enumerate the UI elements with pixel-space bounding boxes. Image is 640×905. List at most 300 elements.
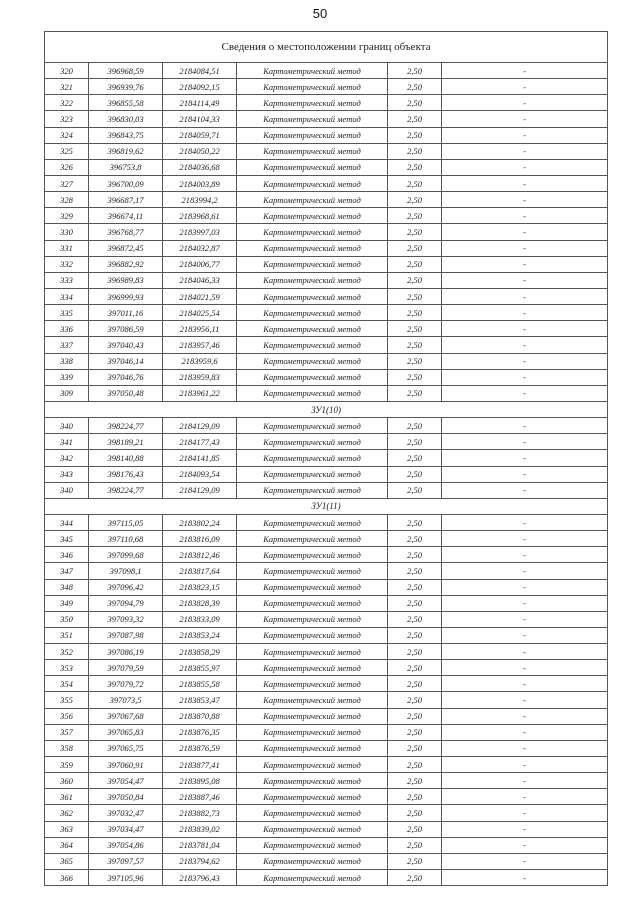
x-coordinate-cell: 397054,86 <box>89 837 163 853</box>
method-cell: Картометрический метод <box>237 321 388 337</box>
method-cell: Картометрический метод <box>237 611 388 627</box>
description-cell: - <box>442 773 608 789</box>
x-coordinate-cell: 397079,72 <box>89 676 163 692</box>
description-cell: - <box>442 159 608 175</box>
table-row <box>45 143 608 159</box>
x-coordinate-cell: 397060,91 <box>89 757 163 773</box>
table-row <box>45 757 608 773</box>
description-cell: - <box>442 757 608 773</box>
accuracy-cell: 2,50 <box>388 563 442 579</box>
x-coordinate-cell: 397097,57 <box>89 853 163 869</box>
method-cell: Картометрический метод <box>237 724 388 740</box>
accuracy-cell: 2,50 <box>388 676 442 692</box>
y-coordinate-cell: 2183994,2 <box>163 192 237 208</box>
y-coordinate-cell: 2184104,33 <box>163 111 237 127</box>
point-number-cell: 339 <box>45 369 89 385</box>
point-number-cell: 363 <box>45 821 89 837</box>
accuracy-cell: 2,50 <box>388 192 442 208</box>
table-title: Сведения о местоположении границ объекта <box>45 32 608 63</box>
accuracy-cell: 2,50 <box>388 63 442 79</box>
page-number: 50 <box>312 6 328 21</box>
x-coordinate-cell: 397087,98 <box>89 627 163 643</box>
accuracy-cell: 2,50 <box>388 208 442 224</box>
method-cell: Картометрический метод <box>237 175 388 191</box>
y-coordinate-cell: 2184129,09 <box>163 482 237 498</box>
point-number-cell: 331 <box>45 240 89 256</box>
description-cell: - <box>442 740 608 756</box>
method-cell: Картометрический метод <box>237 353 388 369</box>
accuracy-cell: 2,50 <box>388 369 442 385</box>
method-cell: Картометрический метод <box>237 305 388 321</box>
method-cell: Картометрический метод <box>237 514 388 530</box>
description-cell: - <box>442 337 608 353</box>
description-cell: - <box>442 853 608 869</box>
point-number-cell: 323 <box>45 111 89 127</box>
description-cell: - <box>442 821 608 837</box>
x-coordinate-cell: 397067,68 <box>89 708 163 724</box>
x-coordinate-cell: 396674,11 <box>89 208 163 224</box>
point-number-cell: 324 <box>45 127 89 143</box>
x-coordinate-cell: 396768,77 <box>89 224 163 240</box>
point-number-cell: 356 <box>45 708 89 724</box>
accuracy-cell: 2,50 <box>388 305 442 321</box>
description-cell: - <box>442 240 608 256</box>
point-number-cell: 349 <box>45 595 89 611</box>
point-number-cell: 357 <box>45 724 89 740</box>
x-coordinate-cell: 396999,93 <box>89 288 163 304</box>
method-cell: Картометрический метод <box>237 627 388 643</box>
x-coordinate-cell: 396968,59 <box>89 63 163 79</box>
description-cell: - <box>442 870 608 886</box>
method-cell: Картометрический метод <box>237 256 388 272</box>
x-coordinate-cell: 396843,75 <box>89 127 163 143</box>
accuracy-cell: 2,50 <box>388 127 442 143</box>
accuracy-cell: 2,50 <box>388 466 442 482</box>
method-cell: Картометрический метод <box>237 288 388 304</box>
point-number-cell: 355 <box>45 692 89 708</box>
y-coordinate-cell: 2183968,61 <box>163 208 237 224</box>
point-number-cell: 330 <box>45 224 89 240</box>
description-cell: - <box>442 175 608 191</box>
point-number-cell: 347 <box>45 563 89 579</box>
accuracy-cell: 2,50 <box>388 159 442 175</box>
x-coordinate-cell: 397099,68 <box>89 547 163 563</box>
table-row <box>45 789 608 805</box>
method-cell: Картометрический метод <box>237 821 388 837</box>
table-row <box>45 482 608 498</box>
method-cell: Картометрический метод <box>237 853 388 869</box>
point-number-cell: 321 <box>45 79 89 95</box>
method-cell: Картометрический метод <box>237 79 388 95</box>
y-coordinate-cell: 2183858,29 <box>163 644 237 660</box>
description-cell: - <box>442 676 608 692</box>
table-row <box>45 644 608 660</box>
description-cell: - <box>442 288 608 304</box>
table-row <box>45 208 608 224</box>
point-number-cell: 353 <box>45 660 89 676</box>
y-coordinate-cell: 2184129,09 <box>163 418 237 434</box>
method-cell: Картометрический метод <box>237 111 388 127</box>
x-coordinate-cell: 397034,47 <box>89 821 163 837</box>
y-coordinate-cell: 2183812,46 <box>163 547 237 563</box>
y-coordinate-cell: 2184092,15 <box>163 79 237 95</box>
description-cell: - <box>442 789 608 805</box>
x-coordinate-cell: 397046,14 <box>89 353 163 369</box>
description-cell: - <box>442 369 608 385</box>
accuracy-cell: 2,50 <box>388 111 442 127</box>
description-cell: - <box>442 418 608 434</box>
accuracy-cell: 2,50 <box>388 418 442 434</box>
table-row <box>45 563 608 579</box>
table-row <box>45 740 608 756</box>
accuracy-cell: 2,50 <box>388 143 442 159</box>
table-row <box>45 676 608 692</box>
method-cell: Картометрический метод <box>237 789 388 805</box>
method-cell: Картометрический метод <box>237 644 388 660</box>
table-row <box>45 595 608 611</box>
x-coordinate-cell: 396753,8 <box>89 159 163 175</box>
accuracy-cell: 2,50 <box>388 514 442 530</box>
description-cell: - <box>442 595 608 611</box>
point-number-cell: 336 <box>45 321 89 337</box>
table-row <box>45 353 608 369</box>
x-coordinate-cell: 398140,88 <box>89 450 163 466</box>
table-row <box>45 837 608 853</box>
description-cell: - <box>442 627 608 643</box>
y-coordinate-cell: 2184084,51 <box>163 63 237 79</box>
method-cell: Картометрический метод <box>237 579 388 595</box>
accuracy-cell: 2,50 <box>388 724 442 740</box>
accuracy-cell: 2,50 <box>388 870 442 886</box>
table-row <box>45 418 608 434</box>
table-row <box>45 385 608 401</box>
point-number-cell: 327 <box>45 175 89 191</box>
y-coordinate-cell: 2183833,09 <box>163 611 237 627</box>
y-coordinate-cell: 2183887,46 <box>163 789 237 805</box>
x-coordinate-cell: 397115,05 <box>89 514 163 530</box>
point-number-cell: 361 <box>45 789 89 805</box>
accuracy-cell: 2,50 <box>388 740 442 756</box>
y-coordinate-cell: 2184032,87 <box>163 240 237 256</box>
description-cell: - <box>442 450 608 466</box>
x-coordinate-cell: 396882,92 <box>89 256 163 272</box>
table-row <box>45 272 608 288</box>
method-cell: Картометрический метод <box>237 805 388 821</box>
y-coordinate-cell: 2183853,24 <box>163 627 237 643</box>
point-number-cell: 346 <box>45 547 89 563</box>
x-coordinate-cell: 397046,76 <box>89 369 163 385</box>
x-coordinate-cell: 397079,59 <box>89 660 163 676</box>
y-coordinate-cell: 2184046,33 <box>163 272 237 288</box>
method-cell: Картометрический метод <box>237 837 388 853</box>
point-number-cell: 365 <box>45 853 89 869</box>
x-coordinate-cell: 397032,47 <box>89 805 163 821</box>
description-cell: - <box>442 611 608 627</box>
method-cell: Картометрический метод <box>237 272 388 288</box>
accuracy-cell: 2,50 <box>388 773 442 789</box>
point-number-cell: 341 <box>45 434 89 450</box>
x-coordinate-cell: 396939,76 <box>89 79 163 95</box>
y-coordinate-cell: 2183781,04 <box>163 837 237 853</box>
y-coordinate-cell: 2184025,54 <box>163 305 237 321</box>
table-row <box>45 369 608 385</box>
accuracy-cell: 2,50 <box>388 175 442 191</box>
description-cell: - <box>442 256 608 272</box>
accuracy-cell: 2,50 <box>388 321 442 337</box>
method-cell: Картометрический метод <box>237 547 388 563</box>
description-cell: - <box>442 95 608 111</box>
y-coordinate-cell: 2183853,47 <box>163 692 237 708</box>
y-coordinate-cell: 2184003,89 <box>163 175 237 191</box>
point-number-cell: 334 <box>45 288 89 304</box>
accuracy-cell: 2,50 <box>388 482 442 498</box>
description-cell: - <box>442 192 608 208</box>
x-coordinate-cell: 397086,19 <box>89 644 163 660</box>
method-cell: Картометрический метод <box>237 143 388 159</box>
x-coordinate-cell: 398224,77 <box>89 418 163 434</box>
description-cell: - <box>442 547 608 563</box>
method-cell: Картометрический метод <box>237 63 388 79</box>
point-number-cell: 320 <box>45 63 89 79</box>
method-cell: Картометрический метод <box>237 466 388 482</box>
point-number-cell: 354 <box>45 676 89 692</box>
point-number-cell: 325 <box>45 143 89 159</box>
description-cell: - <box>442 482 608 498</box>
table-row <box>45 63 608 79</box>
table-row <box>45 870 608 886</box>
point-number-cell: 328 <box>45 192 89 208</box>
accuracy-cell: 2,50 <box>388 450 442 466</box>
point-number-cell: 322 <box>45 95 89 111</box>
y-coordinate-cell: 2183895,08 <box>163 773 237 789</box>
method-cell: Картометрический метод <box>237 418 388 434</box>
x-coordinate-cell: 397040,43 <box>89 337 163 353</box>
accuracy-cell: 2,50 <box>388 547 442 563</box>
x-coordinate-cell: 396989,83 <box>89 272 163 288</box>
x-coordinate-cell: 397096,42 <box>89 579 163 595</box>
description-cell: - <box>442 63 608 79</box>
method-cell: Картометрический метод <box>237 95 388 111</box>
y-coordinate-cell: 2184050,22 <box>163 143 237 159</box>
method-cell: Картометрический метод <box>237 369 388 385</box>
accuracy-cell: 2,50 <box>388 385 442 401</box>
table-row <box>45 111 608 127</box>
method-cell: Картометрический метод <box>237 482 388 498</box>
y-coordinate-cell: 2183839,02 <box>163 821 237 837</box>
method-cell: Картометрический метод <box>237 531 388 547</box>
y-coordinate-cell: 2184006,77 <box>163 256 237 272</box>
description-cell: - <box>442 708 608 724</box>
table-row <box>45 547 608 563</box>
point-number-cell: 352 <box>45 644 89 660</box>
table-row <box>45 579 608 595</box>
y-coordinate-cell: 2183877,41 <box>163 757 237 773</box>
method-cell: Картометрический метод <box>237 660 388 676</box>
accuracy-cell: 2,50 <box>388 353 442 369</box>
y-coordinate-cell: 2184036,68 <box>163 159 237 175</box>
x-coordinate-cell: 396700,09 <box>89 175 163 191</box>
y-coordinate-cell: 2183796,43 <box>163 870 237 886</box>
x-coordinate-cell: 397050,48 <box>89 385 163 401</box>
method-cell: Картометрический метод <box>237 224 388 240</box>
point-number-cell: 326 <box>45 159 89 175</box>
table-row <box>45 773 608 789</box>
y-coordinate-cell: 2183828,39 <box>163 595 237 611</box>
table-row <box>45 337 608 353</box>
accuracy-cell: 2,50 <box>388 434 442 450</box>
table-row <box>45 192 608 208</box>
x-coordinate-cell: 396819,62 <box>89 143 163 159</box>
y-coordinate-cell: 2183957,46 <box>163 337 237 353</box>
point-number-cell: 364 <box>45 837 89 853</box>
x-coordinate-cell: 398176,43 <box>89 466 163 482</box>
x-coordinate-cell: 397105,96 <box>89 870 163 886</box>
description-cell: - <box>442 644 608 660</box>
point-number-cell: 335 <box>45 305 89 321</box>
y-coordinate-cell: 2183956,11 <box>163 321 237 337</box>
y-coordinate-cell: 2184177,43 <box>163 434 237 450</box>
table-row <box>45 724 608 740</box>
y-coordinate-cell: 2183802,24 <box>163 514 237 530</box>
x-coordinate-cell: 397094,79 <box>89 595 163 611</box>
description-cell: - <box>442 385 608 401</box>
y-coordinate-cell: 2183855,97 <box>163 660 237 676</box>
description-cell: - <box>442 208 608 224</box>
method-cell: Картометрический метод <box>237 595 388 611</box>
accuracy-cell: 2,50 <box>388 660 442 676</box>
table-row <box>45 95 608 111</box>
accuracy-cell: 2,50 <box>388 288 442 304</box>
x-coordinate-cell: 396687,17 <box>89 192 163 208</box>
table-row <box>45 466 608 482</box>
y-coordinate-cell: 2183794,62 <box>163 853 237 869</box>
table-row <box>45 321 608 337</box>
y-coordinate-cell: 2183961,22 <box>163 385 237 401</box>
description-cell: - <box>442 579 608 595</box>
point-number-cell: 358 <box>45 740 89 756</box>
accuracy-cell: 2,50 <box>388 708 442 724</box>
y-coordinate-cell: 2184141,85 <box>163 450 237 466</box>
x-coordinate-cell: 397098,1 <box>89 563 163 579</box>
point-number-cell: 333 <box>45 272 89 288</box>
method-cell: Картометрический метод <box>237 676 388 692</box>
accuracy-cell: 2,50 <box>388 240 442 256</box>
x-coordinate-cell: 397054,47 <box>89 773 163 789</box>
point-number-cell: 309 <box>45 385 89 401</box>
table-row <box>45 531 608 547</box>
y-coordinate-cell: 2183959,83 <box>163 369 237 385</box>
point-number-cell: 350 <box>45 611 89 627</box>
accuracy-cell: 2,50 <box>388 595 442 611</box>
y-coordinate-cell: 2183876,35 <box>163 724 237 740</box>
description-cell: - <box>442 111 608 127</box>
x-coordinate-cell: 397065,75 <box>89 740 163 756</box>
point-number-cell: 342 <box>45 450 89 466</box>
point-number-cell: 332 <box>45 256 89 272</box>
accuracy-cell: 2,50 <box>388 79 442 95</box>
x-coordinate-cell: 397086,59 <box>89 321 163 337</box>
accuracy-cell: 2,50 <box>388 789 442 805</box>
y-coordinate-cell: 2183855,58 <box>163 676 237 692</box>
method-cell: Картометрический метод <box>237 159 388 175</box>
method-cell: Картометрический метод <box>237 563 388 579</box>
accuracy-cell: 2,50 <box>388 256 442 272</box>
description-cell: - <box>442 837 608 853</box>
x-coordinate-cell: 397073,5 <box>89 692 163 708</box>
y-coordinate-cell: 2184059,71 <box>163 127 237 143</box>
table-row <box>45 256 608 272</box>
method-cell: Картометрический метод <box>237 208 388 224</box>
group-header-row <box>45 401 608 417</box>
x-coordinate-cell: 396872,45 <box>89 240 163 256</box>
y-coordinate-cell: 2183876,59 <box>163 740 237 756</box>
x-coordinate-cell: 396830,03 <box>89 111 163 127</box>
group-label: ЗУ1(11) <box>45 498 608 514</box>
table-row <box>45 305 608 321</box>
group-header-row <box>45 498 608 514</box>
table-row <box>45 627 608 643</box>
accuracy-cell: 2,50 <box>388 611 442 627</box>
accuracy-cell: 2,50 <box>388 837 442 853</box>
method-cell: Картометрический метод <box>237 870 388 886</box>
table-row <box>45 434 608 450</box>
description-cell: - <box>442 724 608 740</box>
accuracy-cell: 2,50 <box>388 853 442 869</box>
table-row <box>45 288 608 304</box>
point-number-cell: 362 <box>45 805 89 821</box>
x-coordinate-cell: 398189,21 <box>89 434 163 450</box>
table-row <box>45 450 608 466</box>
x-coordinate-cell: 396855,58 <box>89 95 163 111</box>
table-title-row <box>45 32 608 63</box>
accuracy-cell: 2,50 <box>388 272 442 288</box>
point-number-cell: 340 <box>45 418 89 434</box>
method-cell: Картометрический метод <box>237 192 388 208</box>
description-cell: - <box>442 563 608 579</box>
point-number-cell: 337 <box>45 337 89 353</box>
point-number-cell: 329 <box>45 208 89 224</box>
accuracy-cell: 2,50 <box>388 821 442 837</box>
table-row <box>45 660 608 676</box>
description-cell: - <box>442 143 608 159</box>
table-row <box>45 79 608 95</box>
description-cell: - <box>442 305 608 321</box>
accuracy-cell: 2,50 <box>388 337 442 353</box>
table-row <box>45 853 608 869</box>
method-cell: Картометрический метод <box>237 773 388 789</box>
table-row <box>45 224 608 240</box>
accuracy-cell: 2,50 <box>388 692 442 708</box>
description-cell: - <box>442 434 608 450</box>
x-coordinate-cell: 397110,68 <box>89 531 163 547</box>
description-cell: - <box>442 127 608 143</box>
y-coordinate-cell: 2183816,09 <box>163 531 237 547</box>
table-row <box>45 611 608 627</box>
y-coordinate-cell: 2183959,6 <box>163 353 237 369</box>
accuracy-cell: 2,50 <box>388 531 442 547</box>
accuracy-cell: 2,50 <box>388 644 442 660</box>
accuracy-cell: 2,50 <box>388 579 442 595</box>
x-coordinate-cell: 398224,77 <box>89 482 163 498</box>
x-coordinate-cell: 397011,16 <box>89 305 163 321</box>
group-label: ЗУ1(10) <box>45 401 608 417</box>
method-cell: Картометрический метод <box>237 740 388 756</box>
accuracy-cell: 2,50 <box>388 95 442 111</box>
y-coordinate-cell: 2184093,54 <box>163 466 237 482</box>
method-cell: Картометрический метод <box>237 240 388 256</box>
description-cell: - <box>442 660 608 676</box>
accuracy-cell: 2,50 <box>388 224 442 240</box>
